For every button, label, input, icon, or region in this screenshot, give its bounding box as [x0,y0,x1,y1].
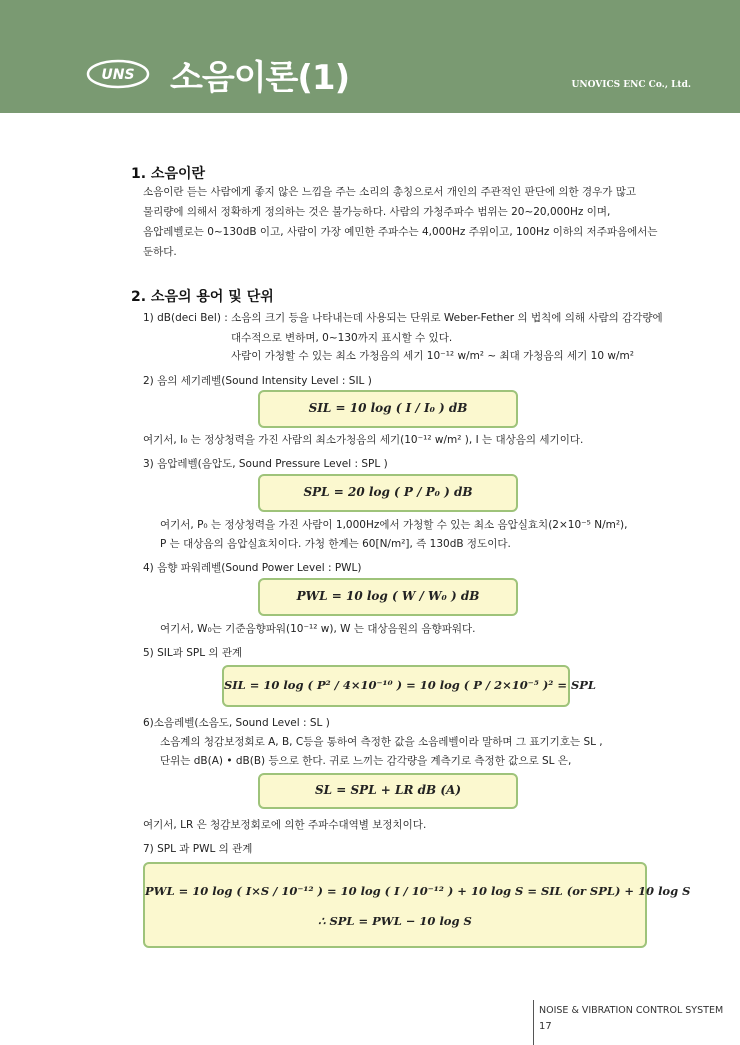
sil-note: 여기서, I₀ 는 정상청력을 가진 사람의 최소가청음의 세기(10⁻¹² w/m² ), I 는 대상음의 세기이다. [143,434,584,446]
footer-title: NOISE & VIBRATION CONTROL SYSTEM [539,1005,724,1016]
pwl-formula-box [258,578,518,616]
page-title: 소음이론(1) [170,58,350,98]
spl-formula: SPL = 20 log ( P / P₀ ) dB [303,485,473,499]
relation1-formula-box [222,665,597,707]
sil-formula: SIL = 10 log ( I / I₀ ) dB [308,401,468,415]
logo-text: UNS [101,67,135,83]
sl-label: 6)소음레벨(소음도, Sound Level : SL ) [143,717,330,729]
section1-heading: 1. 소음이란 [131,166,206,182]
uns-logo-icon [86,58,150,90]
spl-formula-box [258,474,518,512]
db-line-1: 1) dB(deci Bel) : 소음의 크기 등을 나타내는데 사용되는 단위로 Weber-Fether 의 법칙에 의해 사람의 감각량에 [143,312,663,324]
company-name: UNOVICS ENC Co., Ltd. [571,80,691,90]
relation2-formula-2: ∴ SPL = PWL − 10 log S [318,914,472,928]
pwl-note: 여기서, W₀는 기준음향파워(10⁻¹² w), W 는 대상음원의 음향파워다. [160,623,476,635]
relation2-formula-1: PWL = 10 log ( I×S / 10⁻¹² ) = 10 log ( I / 10⁻¹² ) + 10 log S = SIL (or SPL) + 10 log S [145,884,691,898]
section1-line-2: 물리량에 의해서 정확하게 정의하는 것은 불가능하다. 사람의 가청주파수 범위는 20~20,000Hz 이며, [143,206,611,218]
pwl-label: 4) 음향 파워레벨(Sound Power Level : PWL) [143,562,362,574]
sl-formula: SL = SPL + LR dB (A) [314,783,461,797]
relation1-formula: SIL = 10 log ( P² / 4×10⁻¹⁰ ) = 10 log ( P / 2×10⁻⁵ )² = SPL [224,678,597,692]
sil-formula-box [258,390,518,428]
section1-line-4: 둔하다. [143,246,177,258]
section2-heading: 2. 소음의 용어 및 단위 [131,289,274,305]
footer-divider [533,1000,534,1045]
sl-note: 여기서, LR 은 청감보정회로에 의한 주파수대역별 보정치이다. [143,819,427,831]
sil-label: 2) 음의 세기레벨(Sound Intensity Level : SIL ) [143,375,372,387]
spl-note-2: P 는 대상음의 음압실효치이다. 가청 한계는 60[N/m²], 즉 130dB 정도이다. [160,538,511,550]
pwl-formula: PWL = 10 log ( W / W₀ ) dB [296,589,480,603]
spl-note-1: 여기서, P₀ 는 정상청력을 가진 사람이 1,000Hz에서 가청할 수 있는 최소 음압실효치(2×10⁻⁵ N/m²), [160,519,628,531]
section1-line-3: 음압레벨로는 0~130dB 이고, 사람이 가장 예민한 주파수는 4,000Hz 주위이고, 100Hz 이하의 저주파음에서는 [143,226,658,238]
db-line-3: 사람이 가청할 수 있는 최소 가청음의 세기 10⁻¹² w/m² ~ 최대 가청음의 세기 10 w/m² [231,350,634,362]
page-header [0,0,740,113]
relation2-label: 7) SPL 과 PWL 의 관계 [143,843,253,855]
spl-label: 3) 음압레벨(음압도, Sound Pressure Level : SPL ) [143,458,388,470]
db-line-2: 대수적으로 변하며, 0~130까지 표시할 수 있다. [231,332,453,344]
relation1-label: 5) SIL과 SPL 의 관계 [143,647,243,659]
page-number: 17 [539,1021,552,1032]
section1-line-1: 소음이란 듣는 사람에게 좋지 않은 느낌을 주는 소리의 총칭으로서 개인의 주관적인 판단에 의한 경우가 많고 [143,186,637,198]
sl-line-1: 소음계의 청감보정회로 A, B, C등을 통하여 측정한 값을 소음레벨이라 말하며 그 표기기호는 SL , [160,736,603,748]
relation2-formula-box [143,862,691,948]
sl-formula-box [258,773,518,809]
sl-line-2: 단위는 dB(A) • dB(B) 등으로 한다. 귀로 느끼는 감각량을 계측기로 측정한 값으로 SL 은, [160,755,572,767]
